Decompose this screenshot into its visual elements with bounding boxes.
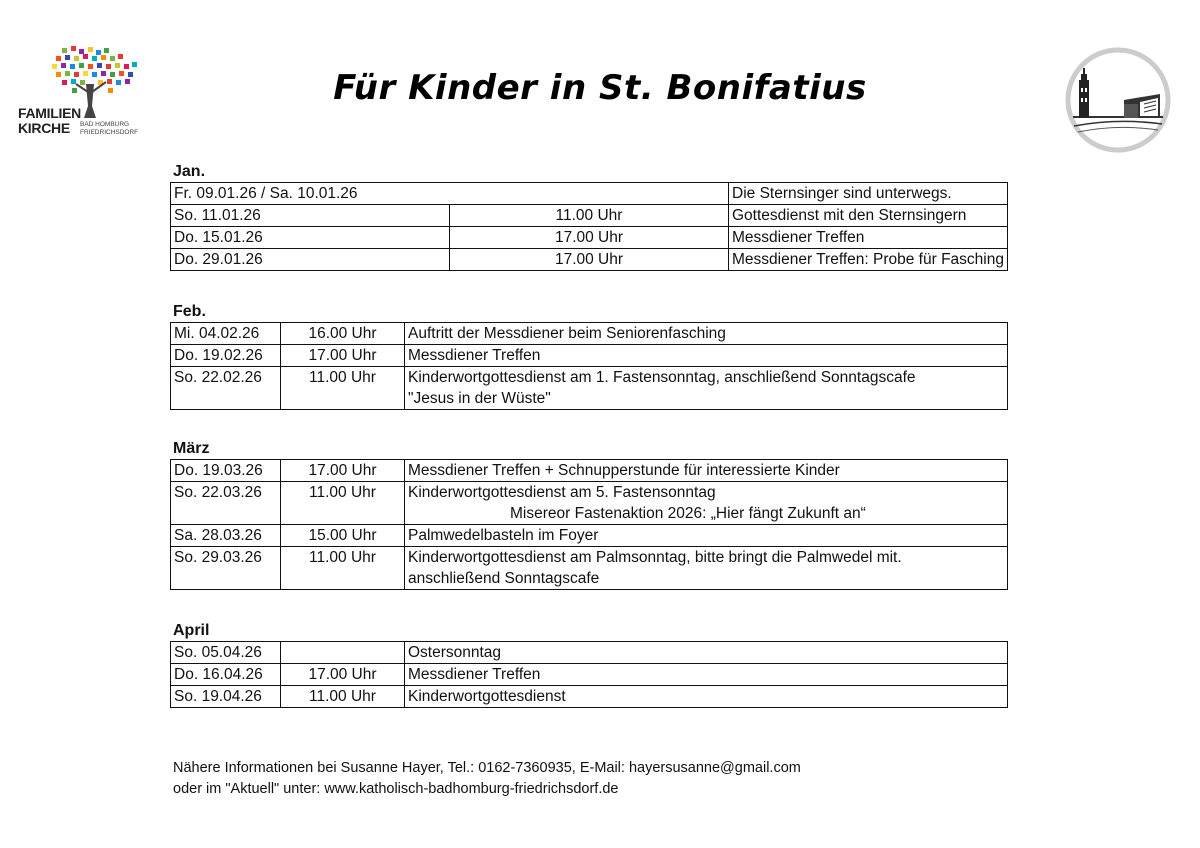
section-maerz [170,439,1008,590]
time-cell: 11.00 Uhr [281,547,405,590]
description-cell: Messdiener Treffen: Probe für Fasching [729,249,1008,271]
description-cell [405,367,1008,410]
description-cell: Kinderwortgottesdienst [405,686,1008,708]
date-cell: Do. 15.01.26 [171,227,450,249]
description-line: Misereor Fastenaktion 2026: „Hier fängt Zukunft an“ [510,505,866,522]
description-line: "Jesus in der Wüste" [408,390,551,407]
footer-info [173,758,801,800]
date-cell: Sa. 28.03.26 [171,525,281,547]
description-cell: Messdiener Treffen [405,664,1008,686]
table-row [171,345,1008,367]
time-cell: 15.00 Uhr [281,525,405,547]
description-cell: Auftritt der Messdiener beim Seniorenfasching [405,323,1008,345]
table-row [171,323,1008,345]
table-row [171,525,1008,547]
description-line: Kinderwortgottesdienst am 1. Fastensonntag, anschließend Sonntagscafe [408,369,916,386]
logo-text-friedrichsdorf: FRIEDRICHSDORF [80,129,139,136]
logo-text-kirche: KIRCHE [18,120,70,136]
description-cell [405,482,1008,525]
table-row [171,547,1008,590]
logo-text-familien: FAMILIEN [18,105,81,121]
section-feb [170,302,1008,410]
schedule-table [170,182,1008,271]
table-row [171,482,1008,525]
footer-contact-line: Nähere Informationen bei Susanne Hayer, Tel.: 0162-7360935, E-Mail: hayersusanne@gmail.com [173,760,801,776]
description-cell: Messdiener Treffen [729,227,1008,249]
date-cell: So. 05.04.26 [171,642,281,664]
table-row [171,227,1008,249]
description-cell: Die Sternsinger sind unterwegs. [729,183,1008,205]
date-cell: So. 22.02.26 [171,367,281,410]
date-cell: Mi. 04.02.26 [171,323,281,345]
section-april [170,621,1008,708]
date-cell: Fr. 09.01.26 / Sa. 10.01.26 [171,183,729,205]
section-jan [170,162,1008,271]
logo-text-bad-homburg: BAD HOMBURG [80,121,130,128]
table-row [171,205,1008,227]
time-cell: 17.00 Uhr [281,460,405,482]
time-cell: 11.00 Uhr [450,205,729,227]
time-cell: 17.00 Uhr [281,345,405,367]
time-cell: 11.00 Uhr [281,482,405,525]
description-cell: Gottesdienst mit den Sternsingern [729,205,1008,227]
date-cell: So. 22.03.26 [171,482,281,525]
date-cell: Do. 19.02.26 [171,345,281,367]
page-title: Für Kinder in St. Bonifatius [333,68,867,108]
month-heading: Jan. [173,163,206,180]
date-cell: Do. 19.03.26 [171,460,281,482]
description-cell [405,547,1008,590]
description-cell: Ostersonntag [405,642,1008,664]
date-cell: So. 29.03.26 [171,547,281,590]
schedule-table [170,322,1008,410]
description-cell: Palmwedelbasteln im Foyer [405,525,1008,547]
description-cell: Messdiener Treffen + Schnupperstunde für interessierte Kinder [405,460,1008,482]
time-cell: 17.00 Uhr [450,249,729,271]
schedule-table [170,641,1008,708]
footer-website-line: oder im "Aktuell" unter: www.katholisch-badhomburg-friedrichsdorf.de [173,781,619,797]
table-row [171,664,1008,686]
time-cell: 17.00 Uhr [281,664,405,686]
table-row [171,460,1008,482]
date-cell: Do. 29.01.26 [171,249,450,271]
time-cell [281,642,405,664]
table-row [171,686,1008,708]
description-cell: Messdiener Treffen [405,345,1008,367]
table-row [171,183,1008,205]
month-heading: April [173,622,210,639]
month-heading: März [173,440,210,457]
table-row [171,642,1008,664]
month-heading: Feb. [173,303,206,320]
description-line: Kinderwortgottesdienst am 5. Fastensonntag [408,484,716,501]
schedule-table [170,459,1008,590]
time-cell: 16.00 Uhr [281,323,405,345]
time-cell: 11.00 Uhr [281,367,405,410]
description-line: Kinderwortgottesdienst am Palmsonntag, bitte bringt die Palmwedel mit. [408,549,902,566]
description-line: anschließend Sonntagscafe [408,570,600,587]
time-cell: 17.00 Uhr [450,227,729,249]
date-cell: So. 19.04.26 [171,686,281,708]
date-cell: Do. 16.04.26 [171,664,281,686]
table-row [171,249,1008,271]
time-cell: 11.00 Uhr [281,686,405,708]
table-row [171,367,1008,410]
date-cell: So. 11.01.26 [171,205,450,227]
